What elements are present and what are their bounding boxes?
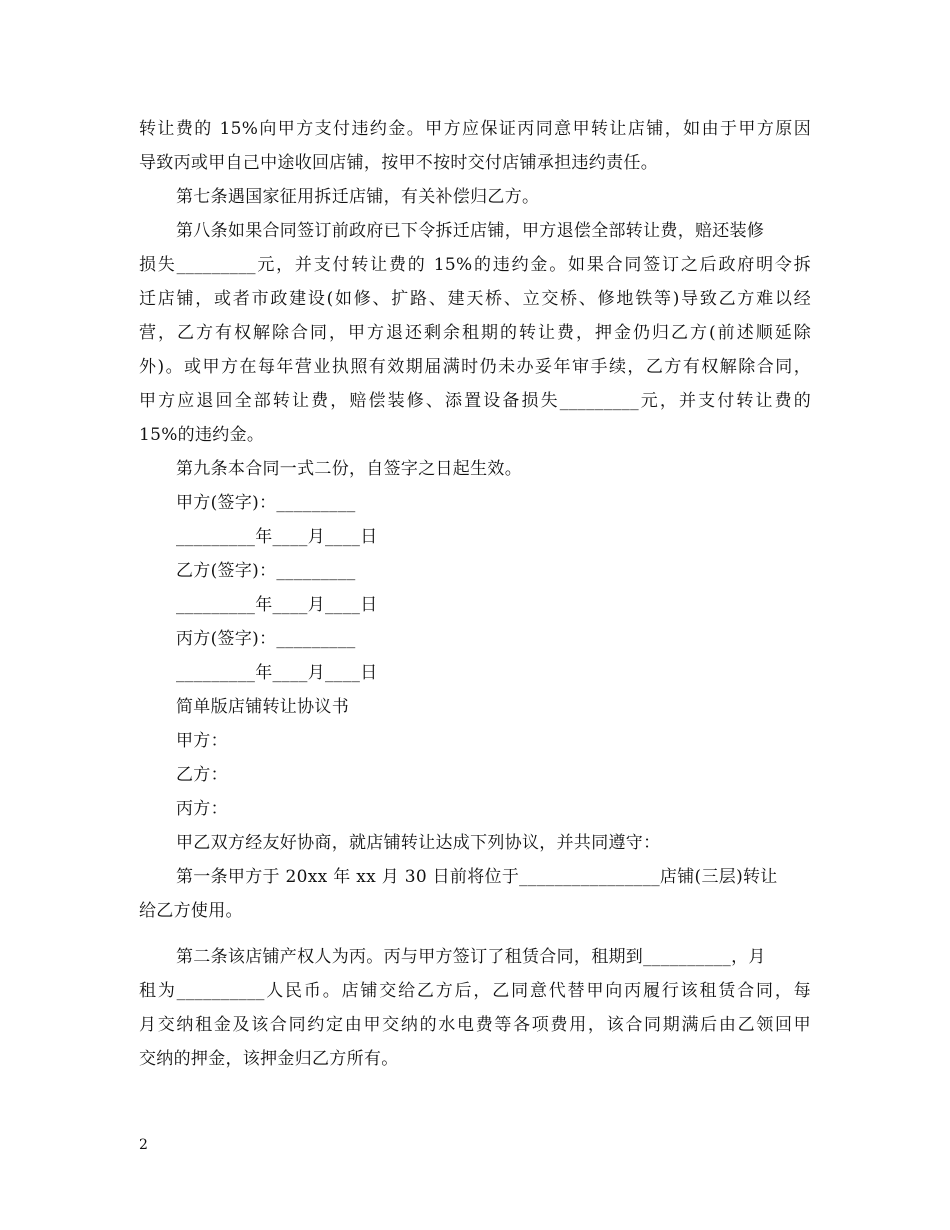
text-line: 第二条该店铺产权人为丙。丙与甲方签订了租赁合同，租期到__________，月 bbox=[176, 947, 766, 967]
text-line: 第九条本合同一式二份，自签字之日起生效。 bbox=[176, 459, 522, 479]
text-line: 营，乙方有权解除合同，甲方退还剩余租期的转让费，押金仍归乙方(前述顺延除 bbox=[139, 323, 811, 343]
text-line: 租为__________人民币。店铺交给乙方后，乙同意代替甲向丙履行该租赁合同，每 bbox=[139, 981, 811, 1001]
text-line: 给乙方使用。 bbox=[139, 901, 243, 921]
text-line: 第七条遇国家征用拆迁店铺，有关补偿归乙方。 bbox=[176, 187, 540, 207]
text-line: 15%的违约金。 bbox=[139, 425, 265, 445]
text-line: 第一条甲方于 20xx 年 xx 月 30 日前将位于________________店铺(三层)转让 bbox=[176, 867, 778, 887]
party-b-label: 乙方： bbox=[176, 765, 228, 785]
party-c-label: 丙方： bbox=[176, 799, 228, 819]
text-line: 第八条如果合同签订前政府已下令拆迁店铺，甲方退偿全部转让费，赔还装修 bbox=[176, 221, 765, 241]
party-a-label: 甲方： bbox=[176, 731, 228, 751]
text-line: 甲方应退回全部转让费，赔偿装修、添置设备损失_________元，并支付转让费的 bbox=[139, 391, 811, 411]
text-line: 损失_________元，并支付转让费的 15%的违约金。如果合同签订之后政府明令拆 bbox=[139, 255, 811, 275]
signature-line-party-b: 乙方(签字)：_________ bbox=[176, 561, 356, 581]
date-line: _________年____月____日 bbox=[176, 527, 378, 547]
text-line: 导致丙或甲自己中途收回店铺，按甲不按时交付店铺承担违约责任。 bbox=[139, 153, 658, 173]
signature-line-party-c: 丙方(签字)：_________ bbox=[176, 629, 356, 649]
date-line: _________年____月____日 bbox=[176, 595, 378, 615]
section-title: 简单版店铺转让协议书 bbox=[176, 697, 349, 717]
text-line: 月交纳租金及该合同约定由甲交纳的水电费等各项费用，该合同期满后由乙领回甲 bbox=[139, 1015, 811, 1035]
signature-line-party-a: 甲方(签字)：_________ bbox=[176, 493, 356, 513]
text-line: 外)。或甲方在每年营业执照有效期届满时仍未办妥年审手续，乙方有权解除合同， bbox=[139, 357, 811, 377]
text-line: 迁店铺，或者市政建设(如修、扩路、建天桥、立交桥、修地铁等)导致乙方难以经 bbox=[139, 289, 811, 309]
text-line: 甲乙双方经友好协商，就店铺转让达成下列协议，并共同遵守： bbox=[176, 833, 661, 853]
page-number: 2 bbox=[139, 1137, 148, 1153]
text-line: 转让费的 15%向甲方支付违约金。甲方应保证丙同意甲转让店铺，如由于甲方原因 bbox=[139, 119, 811, 139]
text-line: 交纳的押金，该押金归乙方所有。 bbox=[139, 1049, 399, 1069]
date-line: _________年____月____日 bbox=[176, 663, 378, 683]
